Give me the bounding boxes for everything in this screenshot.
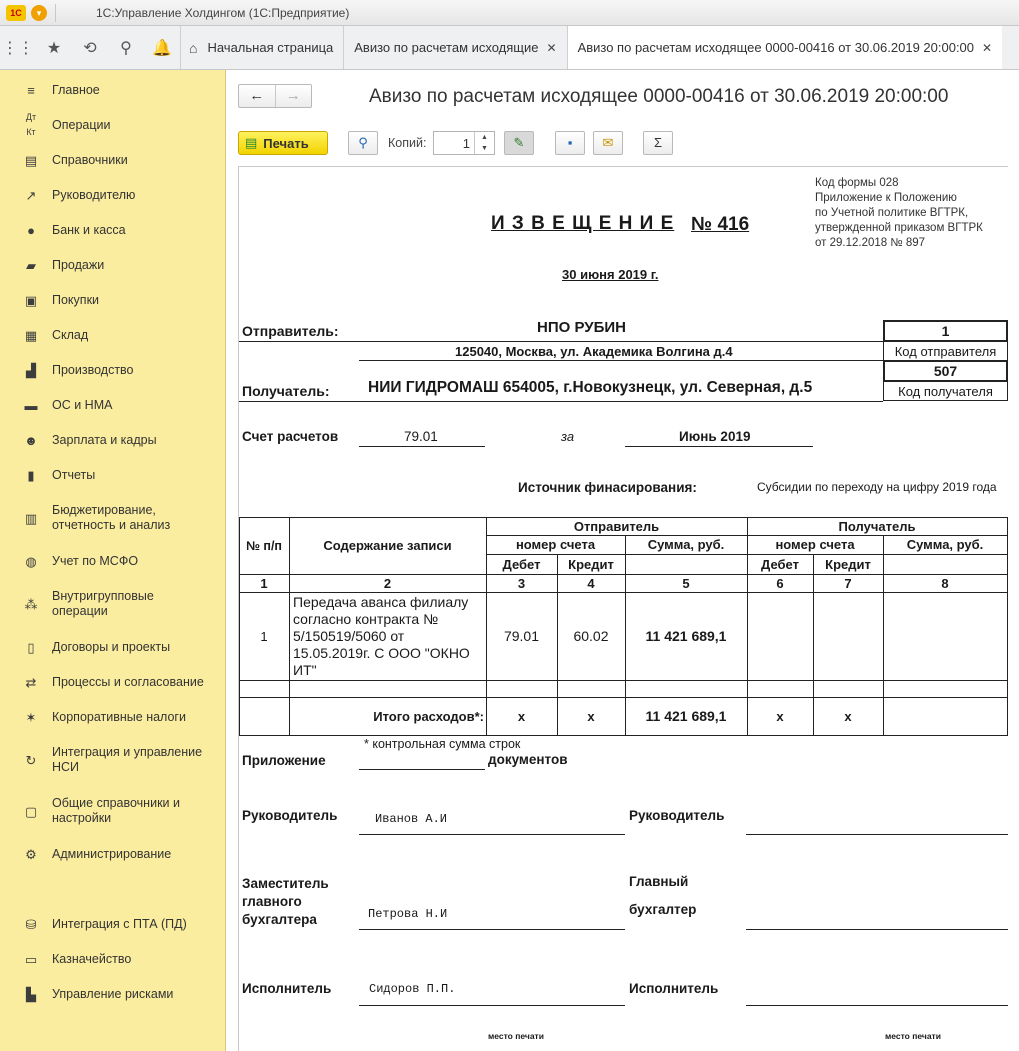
sender-label: Отправитель: xyxy=(242,323,339,339)
edit-icon: ✎ xyxy=(513,135,525,150)
operations-icon: Дт Кт xyxy=(25,112,37,137)
sidebar-item-treasury[interactable] xyxy=(0,949,226,969)
page-title: Авизо по расчетам исходящее 0000-00416 от 30.06.2019 20:00:00 xyxy=(369,86,949,107)
title-bar xyxy=(0,0,1019,26)
sender-code: 1 xyxy=(941,323,950,339)
settings-doc-icon: ▢ xyxy=(24,803,38,819)
sidebar-item-processes[interactable] xyxy=(0,672,226,692)
row-credit: 60.02 xyxy=(573,628,609,644)
col-number: 7 xyxy=(844,575,852,591)
receiver-debit-header: Дебет xyxy=(761,556,799,572)
stamp-place: место печати xyxy=(885,1031,941,1041)
sidebar-item-label: Операции xyxy=(52,117,111,132)
truck-icon: ▬ xyxy=(24,397,38,413)
window-title: 1С:Управление Холдингом (1С:Предприятие) xyxy=(96,5,350,20)
sender-debit-header: Дебет xyxy=(502,556,541,572)
copies-label: Копий: xyxy=(388,136,427,150)
sidebar-item-label: Главное xyxy=(52,82,100,97)
sidebar-item-label: Учет по МСФО xyxy=(52,553,139,568)
col-number: 4 xyxy=(587,575,595,591)
sidebar-item-label: Казначейство xyxy=(52,951,132,966)
divider xyxy=(239,341,883,342)
sidebar-item-label: Банк и касса xyxy=(52,222,126,237)
bell-icon[interactable]: 🔔 xyxy=(152,39,172,57)
app-menu-chevron-icon[interactable]: ▾ xyxy=(31,5,47,21)
divider xyxy=(55,4,56,22)
sidebar-item-payroll[interactable] xyxy=(0,430,226,450)
col-number: 1 xyxy=(260,575,268,591)
close-icon[interactable]: ✕ xyxy=(546,40,557,55)
sidebar-item-label: Бюджетирование, отчетность и анализ xyxy=(52,503,171,532)
divider xyxy=(359,360,883,361)
sync-icon: ↻ xyxy=(25,752,37,768)
preview-button[interactable] xyxy=(348,131,378,155)
appendix-line: утвержденной приказом ВГТРК xyxy=(815,222,983,234)
tab-home-label: Начальная страница xyxy=(207,40,334,55)
sidebar-item-label: Покупки xyxy=(52,292,100,307)
signature-line xyxy=(359,1005,625,1006)
receiver-credit-header: Кредит xyxy=(825,556,871,572)
sidebar-item-references[interactable] xyxy=(0,150,226,170)
sidebar-item-label: ОС и НМА xyxy=(52,397,113,412)
sidebar-item-ifrs[interactable] xyxy=(0,551,226,571)
sidebar-item-risks[interactable] xyxy=(0,984,226,1004)
sender-credit-header: Кредит xyxy=(568,556,614,572)
sigma-icon: Σ xyxy=(653,135,663,150)
envelope-icon: ✉ xyxy=(602,135,614,150)
col-num-header: № п/п xyxy=(246,538,282,553)
total-x: x xyxy=(587,708,595,724)
sidebar-item-label: Администрирование xyxy=(52,846,172,861)
col-number: 3 xyxy=(517,575,526,591)
copies-stepper[interactable]: ▲ ▼ xyxy=(474,132,494,154)
forward-arrow-icon[interactable]: → xyxy=(275,85,312,107)
notice-date: 30 июня 2019 г. xyxy=(562,267,659,282)
divider xyxy=(625,446,813,447)
copies-value: 1 xyxy=(462,136,470,151)
notice-title: И З В Е Щ Е Н И Е xyxy=(491,213,675,234)
star-icon[interactable]: ★ xyxy=(46,39,62,57)
sidebar-item-corporate-taxes[interactable] xyxy=(0,707,226,727)
factory-icon: ▟ xyxy=(26,362,36,378)
deputy-label: Заместитель главного бухгалтера xyxy=(242,876,329,927)
sidebar-item-operations[interactable] xyxy=(0,112,226,137)
sender-group-header: Отправитель xyxy=(573,518,660,534)
sidebar-item-reports[interactable] xyxy=(0,465,226,485)
col-number: 5 xyxy=(682,575,690,591)
divider xyxy=(239,401,883,402)
contract-icon: ▯ xyxy=(27,639,35,655)
sender-address: 125040, Москва, ул. Академика Волгина д.4 xyxy=(455,344,733,359)
signature-line xyxy=(746,929,1008,930)
col-number: 6 xyxy=(776,575,784,591)
head-name: Иванов А.И xyxy=(375,812,448,826)
risk-icon: ▙ xyxy=(26,986,36,1002)
sidebar-item-bank[interactable] xyxy=(0,220,226,240)
coin-icon: ● xyxy=(27,222,35,238)
sidebar-item-pta-integration[interactable] xyxy=(0,914,226,934)
sidebar-item-intragroup[interactable] xyxy=(0,588,226,620)
table-border xyxy=(239,735,1008,736)
col-content-header: Содержание записи xyxy=(323,538,452,553)
tab-home[interactable] xyxy=(180,26,343,69)
close-icon[interactable]: ✕ xyxy=(982,40,993,55)
head-label-right: Руководитель xyxy=(629,808,725,823)
sidebar-item-manager[interactable] xyxy=(0,185,226,205)
sidebar-item-label: Общие справочники и настройки xyxy=(52,796,180,825)
sales-icon: ▰ xyxy=(26,257,36,273)
search-icon[interactable]: ⚲ xyxy=(120,39,132,57)
toolbar xyxy=(238,130,998,156)
sender-code-label: Код отправителя xyxy=(883,342,1008,360)
menu-icon: ≡ xyxy=(27,82,35,98)
content-area xyxy=(227,70,1019,1051)
sidebar xyxy=(0,70,226,1051)
sidebar-item-label: Зарплата и кадры xyxy=(52,432,157,447)
floppy-icon: ▪ xyxy=(567,135,573,150)
sidebar-item-integration-nsi[interactable] xyxy=(0,744,226,776)
documents-label: документов xyxy=(488,752,568,767)
process-icon: ⇄ xyxy=(25,674,37,690)
cart-icon: ▣ xyxy=(24,292,38,308)
tabs-bar xyxy=(0,26,1019,70)
print-button[interactable] xyxy=(238,131,328,155)
funding-label: Источник финасирования: xyxy=(518,480,697,495)
signature-line xyxy=(746,834,1008,835)
sidebar-item-sales[interactable] xyxy=(0,255,226,275)
sum-button[interactable] xyxy=(643,131,673,155)
sidebar-item-label: Интеграция и управление НСИ xyxy=(52,745,203,774)
edit-button[interactable] xyxy=(504,131,534,155)
budget-icon: ▥ xyxy=(24,510,38,526)
sidebar-item-label: Продажи xyxy=(52,257,105,272)
group-icon: ⁂ xyxy=(24,596,38,612)
sidebar-item-main[interactable] xyxy=(0,80,226,100)
executor-name: Сидоров П.П. xyxy=(369,982,456,996)
apps-grid-icon[interactable]: ⋮⋮ xyxy=(2,39,34,57)
sender-sum-header: Сумма, руб. xyxy=(647,537,725,552)
tab-advice-list[interactable] xyxy=(343,26,566,69)
table-border xyxy=(1007,517,1008,735)
sidebar-item-administration[interactable] xyxy=(0,844,226,864)
sidebar-item-label: Договоры и проекты xyxy=(52,639,171,654)
sidebar-item-label: Руководителю xyxy=(52,187,136,202)
person-icon: ☻ xyxy=(24,432,38,448)
funding-value: Субсидии по переходу на цифру 2019 года xyxy=(757,480,997,494)
chief-accountant-label: Главный бухгалтер xyxy=(629,874,697,917)
sidebar-item-production[interactable] xyxy=(0,360,226,380)
form-code: Код формы 028 xyxy=(815,177,899,189)
notice-number: № 416 xyxy=(691,214,750,235)
attachment-label: Приложение xyxy=(242,753,326,768)
receiver-label: Получатель: xyxy=(242,383,330,399)
chart-icon: ↗ xyxy=(25,187,37,203)
copies-input[interactable] xyxy=(433,131,495,155)
sidebar-item-label: Внутригрупповые операции xyxy=(52,589,154,618)
nav-buttons xyxy=(238,84,312,108)
divider xyxy=(359,769,485,770)
appendix-line: Приложение к Положению xyxy=(815,192,957,204)
row-debit: 79.01 xyxy=(503,628,540,644)
divider xyxy=(359,446,485,447)
stamp-place: место печати xyxy=(488,1031,544,1041)
control-note: * контрольная сумма строк xyxy=(364,737,521,751)
back-arrow-icon[interactable]: ← xyxy=(249,87,265,104)
sidebar-item-contracts[interactable] xyxy=(0,637,226,657)
for-label: за xyxy=(561,429,575,444)
print-button-label: Печать xyxy=(263,135,309,151)
receiver-sum-header: Сумма, руб. xyxy=(906,537,984,552)
row-content: Передача аванса филиалу согласно контракта № 5/150519/5060 от 15.05.2019г. С ООО "ОКНО ИТ" xyxy=(293,593,470,678)
sidebar-item-purchases[interactable] xyxy=(0,290,226,310)
warehouse-icon: ▦ xyxy=(24,327,38,343)
globe-icon: ◍ xyxy=(25,553,37,569)
app-logo-icon[interactable]: 1С xyxy=(6,5,26,21)
executor-label: Исполнитель xyxy=(242,981,332,996)
account-value: 79.01 xyxy=(404,429,438,444)
total-x: x xyxy=(844,708,852,724)
magnifier-icon: ⚲ xyxy=(358,135,368,150)
row-num: 1 xyxy=(260,628,268,644)
history-icon[interactable]: ⟲ xyxy=(83,39,97,57)
sidebar-item-warehouse[interactable] xyxy=(0,325,226,345)
col-number: 2 xyxy=(383,575,392,591)
books-icon: ▤ xyxy=(24,152,38,168)
sidebar-item-label: Интеграция с ПТА (ПД) xyxy=(52,916,187,931)
total-label: Итого расходов*: xyxy=(373,708,484,724)
sidebar-item-label: Корпоративные налоги xyxy=(52,709,186,724)
table-border xyxy=(883,535,884,735)
appendix-line: по Учетной политике ВГТРК, xyxy=(815,207,969,219)
db-icon: ⛁ xyxy=(25,916,37,932)
receiver-account-header: номер счета xyxy=(775,537,855,552)
total-x: x xyxy=(776,708,784,724)
printer-icon: ▤ xyxy=(245,135,258,150)
sidebar-item-label: Справочники xyxy=(52,152,128,167)
email-button[interactable] xyxy=(593,131,623,155)
table-border xyxy=(239,680,1008,681)
save-button[interactable] xyxy=(555,131,585,155)
tab-advice-document-label: Авизо по расчетам исходящее 0000-00416 от 30.06.2019 20:00:00 xyxy=(577,40,975,55)
gear-icon: ⚙ xyxy=(25,846,37,862)
sidebar-item-common-settings[interactable] xyxy=(0,795,226,827)
sidebar-item-label: Склад xyxy=(52,327,89,342)
printed-form xyxy=(238,166,1008,1051)
sender-account-header: номер счета xyxy=(515,537,596,552)
period-value: Июнь 2019 xyxy=(679,429,751,444)
signature-line xyxy=(359,929,625,930)
receiver-group-header: Получатель xyxy=(838,518,916,534)
account-label: Счет расчетов xyxy=(242,429,339,444)
sidebar-item-label: Производство xyxy=(52,362,134,377)
row-sum: 11 421 689,1 xyxy=(645,628,727,644)
appendix-line: от 29.12.2018 № 897 xyxy=(815,237,926,249)
treasury-icon: ▭ xyxy=(24,951,38,967)
sender-name: НПО РУБИН xyxy=(537,319,626,336)
sidebar-item-assets[interactable] xyxy=(0,395,226,415)
col-number: 8 xyxy=(941,575,949,591)
sidebar-item-label: Процессы и согласование xyxy=(52,674,204,689)
executor-label-right: Исполнитель xyxy=(629,981,719,996)
receiver-code-label: Код получателя xyxy=(883,382,1008,401)
deputy-name: Петрова Н.И xyxy=(368,907,448,921)
eagle-icon: ✶ xyxy=(25,709,37,725)
tab-advice-list-label: Авизо по расчетам исходящие xyxy=(354,40,539,55)
sidebar-item-budgeting[interactable] xyxy=(0,502,226,534)
signature-line xyxy=(746,1005,1008,1006)
receiver-name: НИИ ГИДРОМАШ 654005, г.Новокузнецк, ул. Северная, д.5 xyxy=(368,379,813,396)
total-x: x xyxy=(517,708,526,724)
bar-chart-icon: ▮ xyxy=(27,467,35,483)
sidebar-item-label: Отчеты xyxy=(52,467,96,482)
signature-line xyxy=(359,834,625,835)
head-label: Руководитель xyxy=(242,808,338,823)
sidebar-item-label: Управление рисками xyxy=(52,986,174,1001)
home-icon: ⌂ xyxy=(189,39,198,56)
total-sum: 11 421 689,1 xyxy=(645,708,727,724)
receiver-code: 507 xyxy=(933,363,958,379)
tab-advice-document[interactable] xyxy=(567,26,1003,69)
